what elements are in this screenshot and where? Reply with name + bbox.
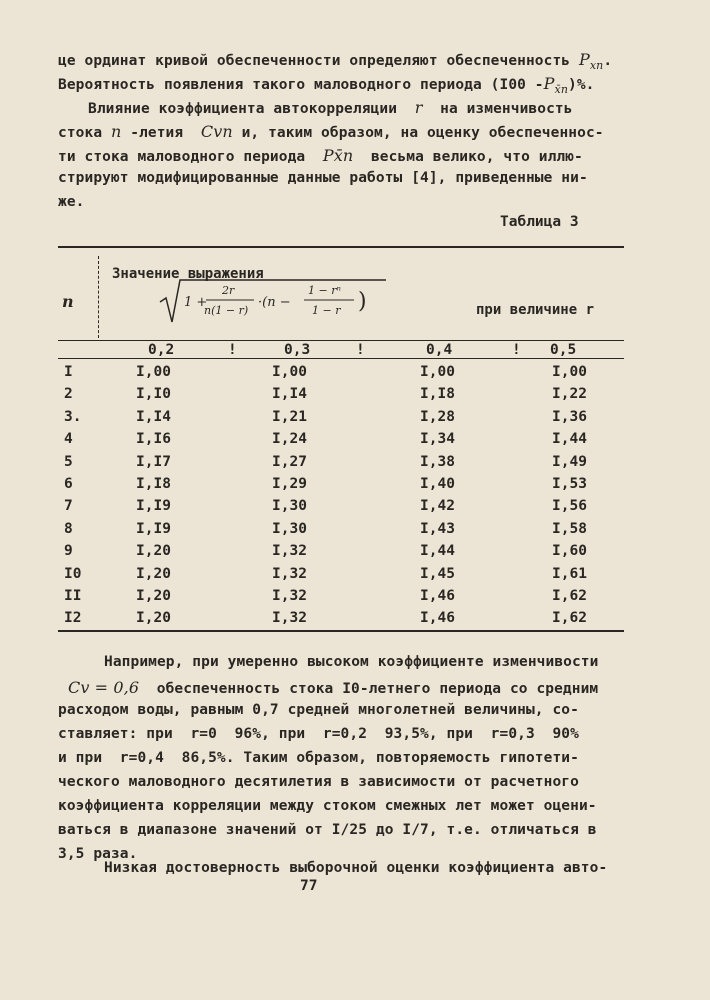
table-cell: I,44	[420, 543, 455, 560]
col-header-1: 0,3	[284, 342, 311, 358]
svg-text:): )	[358, 289, 367, 314]
table-caption: Таблица 3	[500, 214, 579, 230]
table-cell: I,58	[552, 520, 587, 537]
page-number: 77	[300, 878, 318, 894]
table-cell: I,62	[552, 588, 587, 604]
table-cell: I,28	[420, 408, 455, 425]
p3-line1: Например, при умеренно высоком коэффициенте изменчивости	[104, 654, 599, 670]
svg-text:1 − rⁿ: 1 − rⁿ	[308, 284, 341, 297]
table-cell: I,20	[136, 543, 171, 560]
table-row-n: 9	[64, 543, 73, 560]
p2-line5: же.	[58, 194, 85, 210]
p2-line3: ти стока маловодного периода Px̄n весьма велико, что иллю-	[58, 146, 583, 165]
p3-line5: и при r=0,4 86,5%. Таким образом, повторяемость гипотети-	[58, 750, 579, 766]
p3-line6: ческого маловодного десятилетия в зависимости от расчетного	[58, 774, 579, 790]
p3-line3: расходом воды, равным 0,7 средней многолетней величины, со-	[58, 702, 579, 718]
table-top-rule	[58, 246, 624, 248]
table-cell: I,32	[272, 588, 307, 604]
header-label: Значение выражения	[112, 266, 264, 282]
table-row-n: I2	[64, 610, 82, 627]
table-row-n: I0	[64, 565, 82, 582]
col-header-3: 0,5	[550, 342, 577, 358]
table-cell: I,32	[272, 543, 307, 560]
table-cell: I,00	[552, 364, 587, 380]
table-cell: I,I4	[272, 386, 307, 403]
table-cell: I,44	[552, 431, 587, 448]
table-cell: I,43	[420, 520, 455, 537]
col-sep-1: !	[228, 342, 237, 358]
p2-line2: стока n -летия Cvn и, таким образом, на оценку обеспеченнос-	[58, 122, 604, 141]
table-cell: I,24	[272, 431, 307, 448]
table-cell: I,53	[552, 476, 587, 492]
table-cell: I,I6	[136, 431, 171, 448]
table-cell: I,30	[272, 520, 307, 537]
table-cell: I,45	[420, 565, 455, 582]
table-cell: I,I8	[420, 386, 455, 403]
table-cell: I,20	[136, 610, 171, 627]
table-cell: I,32	[272, 565, 307, 582]
table-cell: I,I7	[136, 453, 171, 470]
p3-line9: 3,5 раза.	[58, 846, 138, 862]
table-row-n: 3.	[64, 408, 82, 425]
table-cell: I,46	[420, 610, 455, 627]
p2-line1: Влияние коэффициента автокорреляции r на изменчивость	[88, 98, 573, 117]
table-cell: I,00	[136, 364, 171, 380]
table-row-n: 7	[64, 498, 73, 515]
table-cell: I,I4	[136, 408, 171, 425]
table-cell: I,21	[272, 408, 307, 425]
table-cell: I,60	[552, 543, 587, 560]
table-cell: I,32	[272, 610, 307, 627]
table-cell: I,20	[136, 565, 171, 582]
p2-line4: стрируют модифицированные данные работы [4], приведенные ни-	[58, 170, 588, 186]
table-row-n: II	[64, 588, 82, 604]
p1-line2: Вероятность появления такого маловодного периода (I00 $-P_{x̄n})\%$.	[58, 74, 595, 96]
col-header-0: 0,2	[148, 342, 175, 358]
table-cell: I,30	[272, 498, 307, 515]
table-cell: I,46	[420, 588, 455, 604]
table-row-n: 6	[64, 476, 73, 492]
table-cell: I,20	[136, 588, 171, 604]
table-row-n: 5	[64, 453, 73, 470]
table-subheader-rule	[58, 358, 624, 359]
table-row-n: 8	[64, 520, 73, 537]
table-cell: I,34	[420, 431, 455, 448]
table-cell: I,42	[420, 498, 455, 515]
table-cell: I,56	[552, 498, 587, 515]
table-cell: I,I8	[136, 476, 171, 492]
col-n-header: n	[62, 292, 74, 311]
sqrt-formula	[158, 276, 388, 326]
table-cell: I,61	[552, 565, 587, 582]
svg-text:1 +: 1 +	[184, 295, 208, 310]
table-cell: I,27	[272, 453, 307, 470]
table-cell: I,40	[420, 476, 455, 492]
table-cell: I,00	[420, 364, 455, 380]
col-sep-2: !	[356, 342, 365, 358]
table-cell: I,49	[552, 453, 587, 470]
svg-text:1 − r: 1 − r	[312, 304, 341, 317]
table-cell: I,I0	[136, 386, 171, 403]
table-cell: I,I9	[136, 520, 171, 537]
p4-line1: Низкая достоверность выборочной оценки коэффициента авто-	[104, 860, 608, 876]
table-cell: I,I9	[136, 498, 171, 515]
col-header-2: 0,4	[426, 342, 453, 358]
p3-line8: ваться в диапазоне значений от I/25 до I/7, т.е. отличаться в	[58, 822, 597, 838]
table-cell: I,00	[272, 364, 307, 380]
table-bottom-rule	[58, 630, 624, 632]
table-row-n: I	[64, 364, 73, 380]
table-cell: I,38	[420, 453, 455, 470]
header-separator	[98, 256, 100, 338]
col-sep-3: !	[512, 342, 521, 358]
svg-text:·(n −: ·(n −	[258, 295, 291, 310]
table-row-n: 4	[64, 431, 73, 448]
table-cell: I,36	[552, 408, 587, 425]
at-label: при величине r	[476, 302, 595, 318]
p3-line7: коэффициента корреляции между стоком смежных лет может оцени-	[58, 798, 597, 814]
p3-line2: Cv = 0,6 обеспеченность стока I0-летнего периода со средним	[68, 678, 599, 697]
p3-line4: ставляет: при r=0 96%, при r=0,2 93,5%, при r=0,3 90%	[58, 726, 579, 742]
svg-text:2r: 2r	[222, 284, 235, 297]
table-header-rule	[58, 340, 624, 341]
table-cell: I,22	[552, 386, 587, 403]
table-cell: I,62	[552, 610, 587, 627]
p1-line1: це ординат кривой обеспеченности определяют обеспеченность $P_{xn}$.	[58, 50, 613, 72]
svg-text:n(1 − r): n(1 − r)	[204, 304, 249, 317]
table-cell: I,29	[272, 476, 307, 492]
table-row-n: 2	[64, 386, 73, 403]
